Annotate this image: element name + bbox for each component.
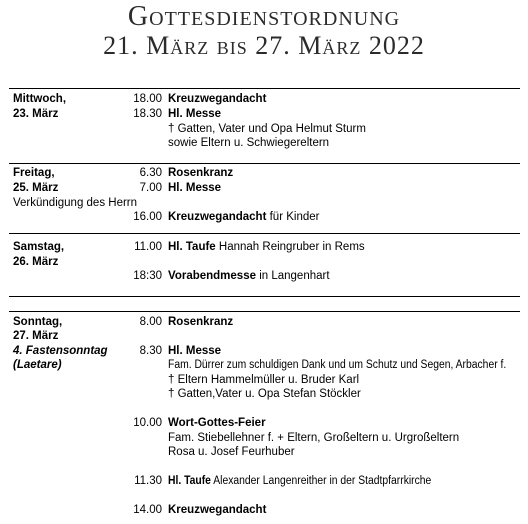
service-name: Kreuzwegandacht	[168, 504, 267, 516]
service-time: 18.00	[133, 93, 162, 105]
service-name: Hl. Taufe	[168, 475, 211, 487]
intention-note: Rosa u. Josef Feurhuber	[168, 446, 295, 458]
day-date: 27. März	[13, 330, 59, 342]
day-name: Mittwoch,	[13, 93, 67, 105]
intention-note: † Eltern Hammelmüller u. Bruder Karl	[168, 374, 360, 386]
divider	[9, 233, 520, 234]
service-name: Rosenkranz	[168, 316, 234, 328]
service-name: Rosenkranz	[168, 167, 234, 179]
service-entry	[168, 210, 319, 225]
service-time: 18:30	[133, 270, 162, 282]
service-time: 10.00	[133, 417, 162, 429]
service-entry	[168, 92, 266, 107]
service-name: Vorabendmesse	[168, 270, 256, 282]
divider	[9, 88, 520, 89]
service-time: 7.00	[139, 182, 162, 194]
service-entry	[168, 503, 266, 518]
service-entry	[168, 166, 233, 181]
service-entry	[168, 181, 221, 196]
divider	[9, 311, 520, 312]
service-entry	[168, 269, 330, 284]
service-entry	[168, 474, 431, 489]
intention-note: † Gatten, Vater und Opa Helmut Sturm	[168, 123, 366, 135]
service-name: Kreuzwegandacht	[168, 93, 267, 105]
service-detail: für Kinder	[266, 211, 320, 223]
service-time: 14.00	[133, 504, 162, 516]
service-time: 18.30	[133, 108, 162, 120]
day-date: 25. März	[13, 182, 59, 194]
day-date: 26. März	[13, 256, 59, 268]
service-time: 16.00	[133, 211, 162, 223]
service-detail: Hannah Reingruber in Rems	[215, 241, 365, 253]
service-entry	[168, 315, 233, 330]
day-date: 23. März	[13, 108, 59, 120]
feast-name: Verkündigung des Herrn	[13, 197, 138, 209]
service-detail: Alexander Langenreither in der Stadtpfarrkirche	[210, 475, 432, 487]
service-name: Hl. Taufe	[168, 241, 216, 253]
service-time: 6.30	[139, 167, 162, 179]
service-entry	[168, 344, 221, 359]
intention-note: † Gatten,Vater u. Opa Stefan Stöckler	[168, 388, 361, 400]
divider	[9, 296, 520, 297]
day-name: Sonntag,	[13, 316, 63, 328]
page-title: Gottesdienstordnung	[127, 1, 401, 32]
service-name: Wort-Gottes-Feier	[168, 417, 266, 429]
feast-name: 4. Fastensonntag	[13, 345, 108, 357]
service-entry	[168, 416, 266, 431]
service-time: 8.30	[139, 345, 162, 357]
day-name: Samstag,	[13, 241, 65, 253]
service-name: Hl. Messe	[168, 182, 222, 194]
day-name: Freitag,	[13, 167, 55, 179]
service-entry	[168, 107, 221, 122]
service-time: 11.00	[134, 241, 162, 253]
intention-note: Fam. Dürrer zum schuldigen Dank und um Schutz und Segen, Arbacher f.	[168, 359, 507, 371]
intention-note: sowie Eltern u. Schwiegereltern	[168, 137, 330, 149]
divider	[9, 163, 520, 164]
service-time: 8.00	[139, 316, 162, 328]
page-subtitle: 21. März bis 27. März 2022	[103, 31, 425, 60]
feast-name-latin: (Laetare)	[13, 359, 62, 371]
intention-note: Fam. Stiebellehner f. + Eltern, Großeltern u. Urgroßeltern	[168, 432, 460, 444]
service-time: 11.30	[134, 475, 162, 487]
service-name: Hl. Messe	[168, 108, 222, 120]
service-name: Hl. Messe	[168, 345, 222, 357]
service-name: Kreuzwegandacht	[168, 211, 267, 223]
service-detail: in Langenhart	[256, 270, 330, 282]
service-entry	[168, 240, 365, 255]
